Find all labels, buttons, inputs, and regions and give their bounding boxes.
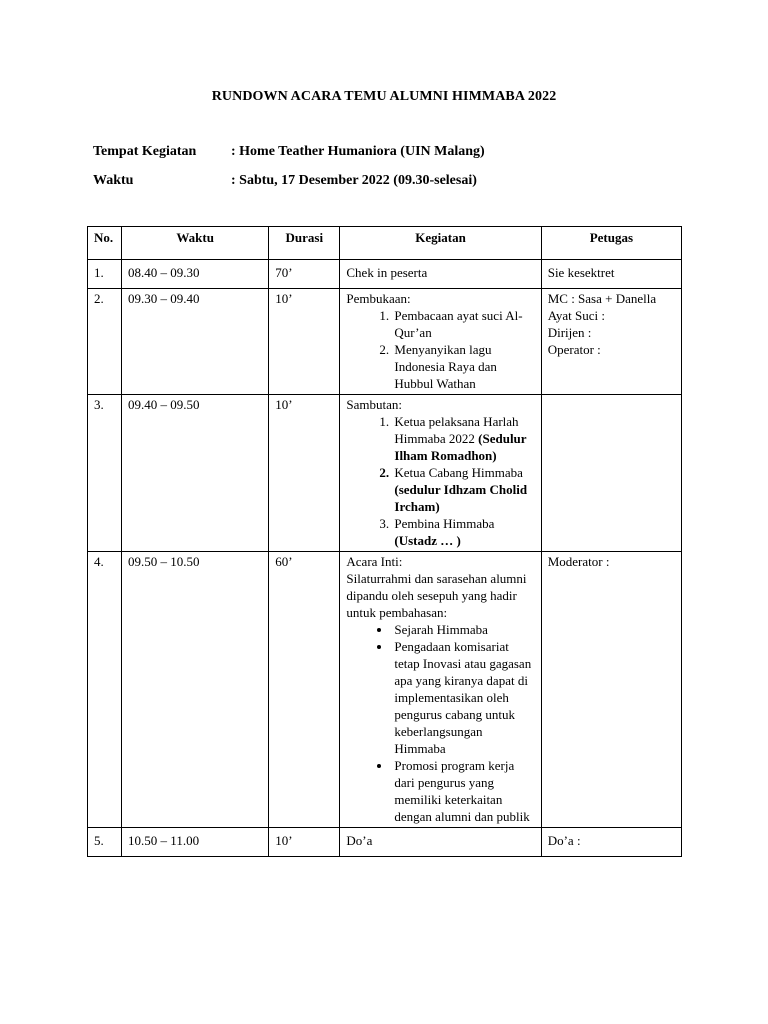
row-durasi: 70’ xyxy=(269,260,340,289)
list-item-bold: (sedulur Idhzam Cholid Ircham) xyxy=(394,482,528,514)
table-row xyxy=(88,260,682,289)
kegiatan-intro: Acara Inti: xyxy=(346,554,403,569)
meta-location-label: Tempat Kegiatan xyxy=(93,144,197,159)
row-durasi: 10’ xyxy=(269,289,340,395)
row-kegiatan xyxy=(340,395,541,552)
row-waktu: 10.50 – 11.00 xyxy=(122,828,269,857)
meta-time xyxy=(93,173,477,189)
header-petugas: Petugas xyxy=(541,227,681,260)
table-row xyxy=(88,552,682,828)
row-petugas xyxy=(541,289,681,395)
header-durasi: Durasi xyxy=(269,227,340,260)
list-item-text: Ketua Cabang Himmaba xyxy=(394,465,523,480)
list-item xyxy=(392,413,534,464)
row-kegiatan xyxy=(340,289,541,395)
bullet-list xyxy=(346,621,534,825)
petugas-line: Operator : xyxy=(547,342,601,357)
table-row xyxy=(88,289,682,395)
row-petugas: Moderator : xyxy=(541,552,681,828)
kegiatan-intro: Pembukaan: xyxy=(346,291,411,306)
table-row xyxy=(88,828,682,857)
meta-time-value: : Sabtu, 17 Desember 2022 (09.30-selesai) xyxy=(231,173,477,188)
list-item xyxy=(392,464,534,515)
list-item-text: Pembina Himmaba xyxy=(394,516,495,531)
list-item: 1. Pembacaan ayat suci Al-Qur’an xyxy=(392,307,534,341)
list-item-bold: (Ustadz … ) xyxy=(394,533,461,548)
numbered-list xyxy=(346,413,534,549)
list-item-text: Ketua pelaksana Harlah Himmaba 2022 xyxy=(394,414,519,446)
row-petugas: Sie kesektret xyxy=(541,260,681,289)
document-title: RUNDOWN ACARA TEMU ALUMNI HIMMABA 2022 xyxy=(211,89,557,104)
row-waktu: 09.30 – 09.40 xyxy=(122,289,269,395)
meta-location xyxy=(93,144,485,160)
row-no: 5. xyxy=(88,828,122,857)
rundown-table xyxy=(87,226,682,857)
meta-location-value: : Home Teather Humaniora (UIN Malang) xyxy=(231,144,485,159)
row-waktu: 09.50 – 10.50 xyxy=(122,552,269,828)
list-item: • Sejarah Himmaba xyxy=(392,621,534,638)
row-petugas xyxy=(541,395,681,552)
header-no: No. xyxy=(88,227,122,260)
kegiatan-description: Silaturrahmi dan sarasehan alumni dipandu oleh sesepuh yang hadir untuk pembahasan: xyxy=(346,571,527,620)
kegiatan-intro: Sambutan: xyxy=(346,397,402,412)
row-no: 1. xyxy=(88,260,122,289)
list-item: • Promosi program kerja dari pengurus yang memiliki keterkaitan dengan alumni dan publik xyxy=(392,757,534,825)
row-kegiatan: Do’a xyxy=(340,828,541,857)
header-kegiatan: Kegiatan xyxy=(340,227,541,260)
row-waktu: 08.40 – 09.30 xyxy=(122,260,269,289)
row-kegiatan: Chek in peserta xyxy=(340,260,541,289)
petugas-line: Ayat Suci : xyxy=(547,308,606,323)
table-header-row xyxy=(88,227,682,260)
row-no: 4. xyxy=(88,552,122,828)
row-petugas: Do’a : xyxy=(541,828,681,857)
row-kegiatan xyxy=(340,552,541,828)
row-waktu: 09.40 – 09.50 xyxy=(122,395,269,552)
row-durasi: 10’ xyxy=(269,395,340,552)
list-item-bold: (Sedulur Ilham Romadhon) xyxy=(394,431,527,463)
list-item xyxy=(392,515,534,549)
row-durasi: 60’ xyxy=(269,552,340,828)
numbered-list xyxy=(346,307,534,392)
meta-time-label: Waktu xyxy=(93,173,134,188)
row-no: 2. xyxy=(88,289,122,395)
table-row xyxy=(88,395,682,552)
petugas-line: Dirijen : xyxy=(547,325,592,340)
row-no: 3. xyxy=(88,395,122,552)
petugas-line: MC : Sasa + Danella xyxy=(547,291,657,306)
header-waktu: Waktu xyxy=(122,227,269,260)
list-item: • Pengadaan komisariat tetap Inovasi atau gagasan apa yang kiranya dapat di implementasikan oleh pengurus cabang untuk keberlangsungan Himmaba xyxy=(392,638,534,757)
row-durasi: 10’ xyxy=(269,828,340,857)
list-item: 2. Menyanyikan lagu Indonesia Raya dan Hubbul Wathan xyxy=(392,341,534,392)
